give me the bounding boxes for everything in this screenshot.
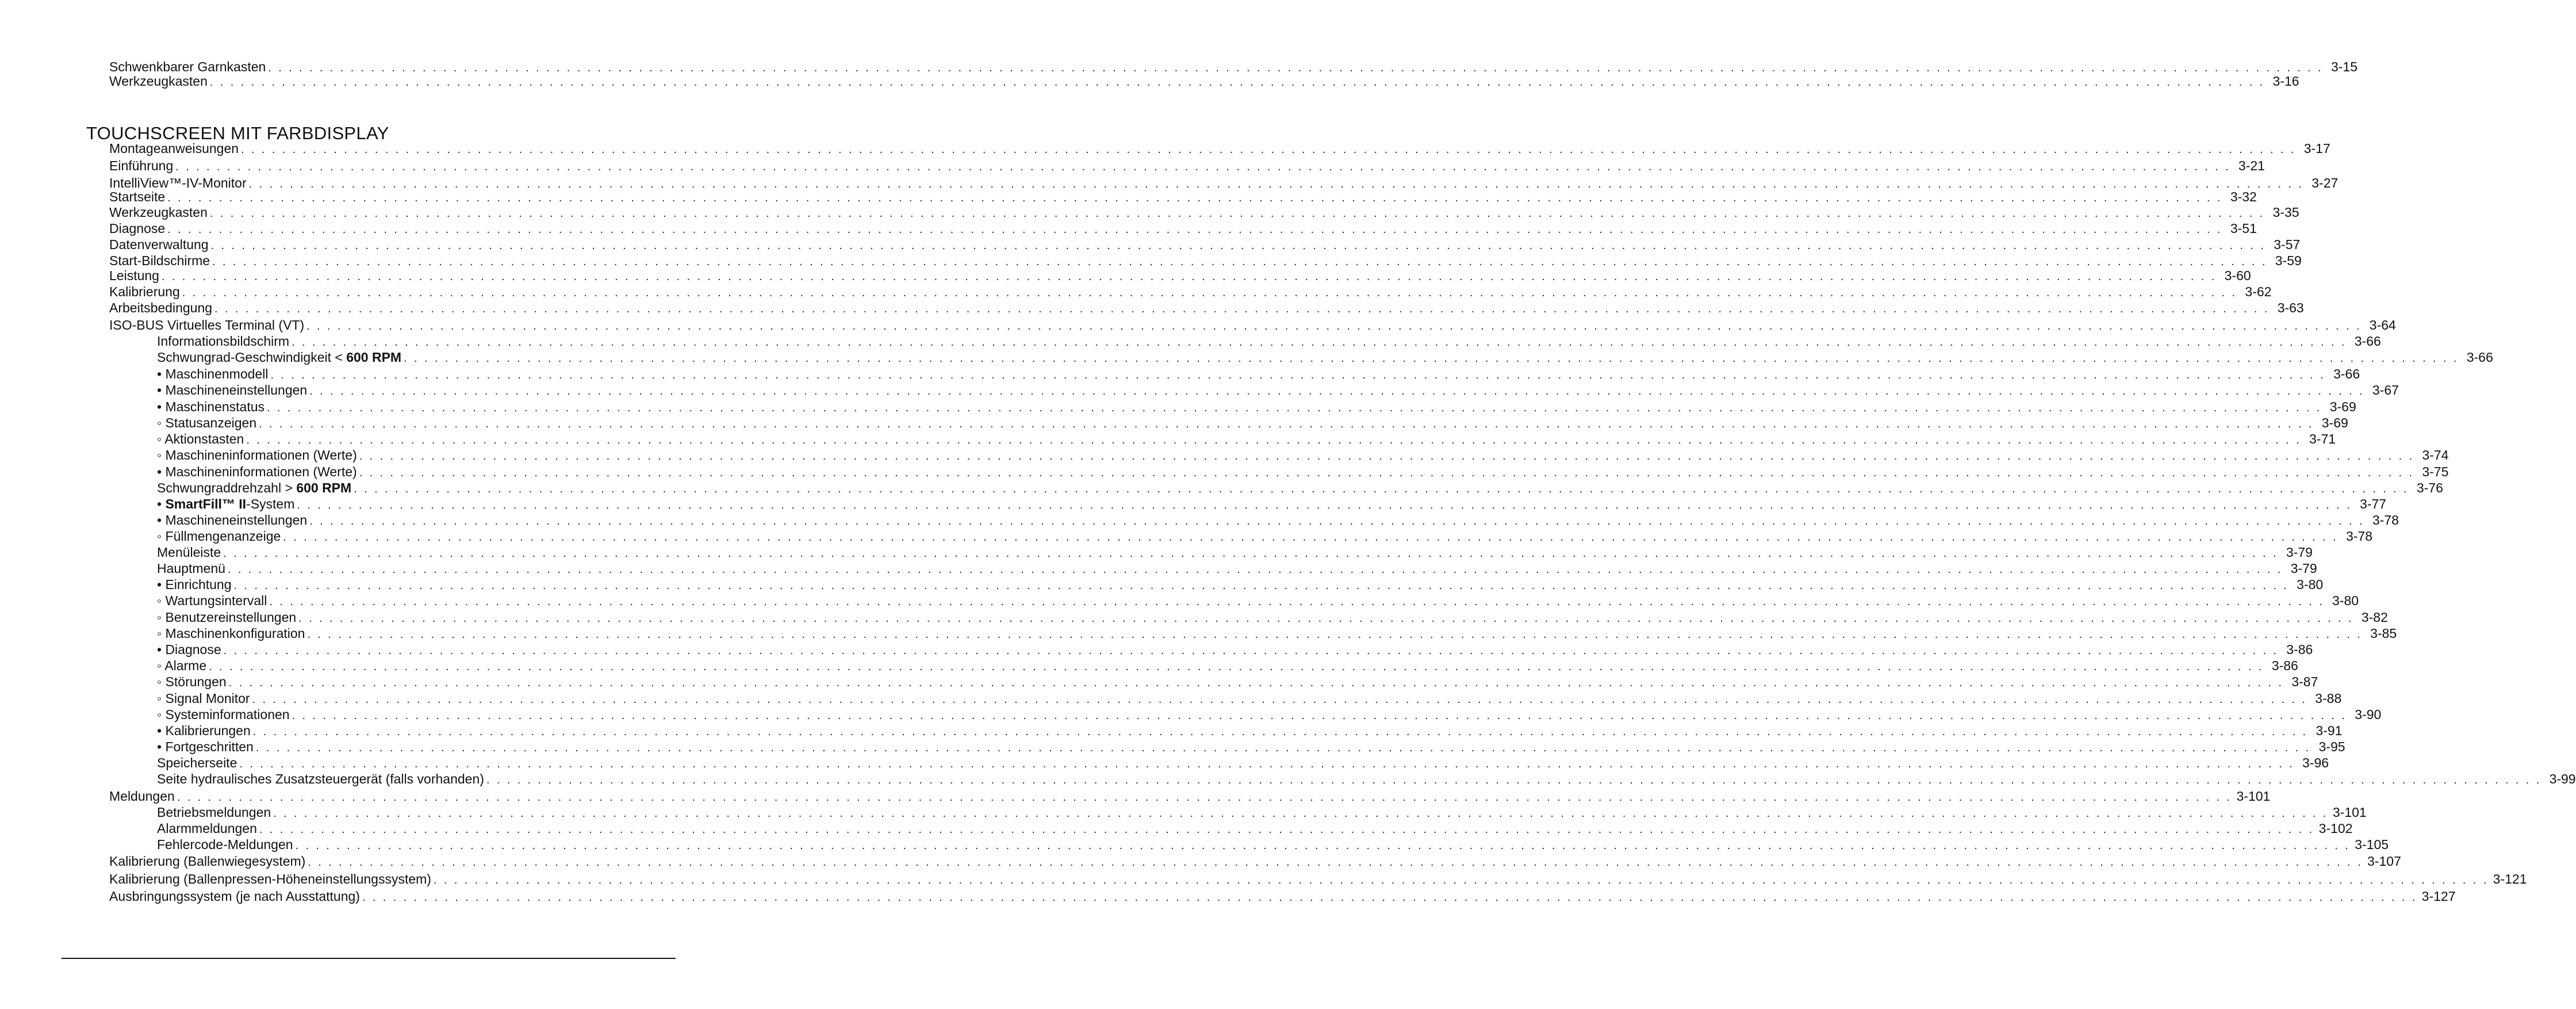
toc-entry-page: 3-79: [2290, 561, 2317, 576]
dot-leader: . . . . . . . . . . . . . . . . . . . . . . . . . . . . . . . . . . . . . . . . . . . . . . . . . . . . . . . . . . . . . . . . . . . . . . . . . . . . . . . . . . . . . . . . . . . . . . . . . . . . . . . . . . . . . . . . . . . . . . . . . . . . . . . . . . . . . . . . . . . . . . . . . . . . . . . . . . . . . . . . . . . . . . . . . . . . . . . . . . . . . . . . . . . . . . . . . . . . . . . .: [233, 579, 2289, 592]
toc-entry-label: [157, 804, 271, 820]
toc-entry-label: [109, 871, 431, 887]
toc-entry-label: [157, 447, 357, 463]
dot-leader: . . . . . . . . . . . . . . . . . . . . . . . . . . . . . . . . . . . . . . . . . . . . . . . . . . . . . . . . . . . . . . . . . . . . . . . . . . . . . . . . . . . . . . . . . . . . . . . . . . . . . . . . . . . . . . . . . . . . . . . . . . . . . . . . . . . . . . . . . . . . . . . . . . . . . . . . . . . . . . . . . . . . . . . . . . . . . . . . . . . . . . . . . . . . . . . . . . . . . . . .: [227, 563, 2283, 576]
toc-entry-page: 3-71: [2309, 431, 2336, 446]
toc-entry-label: [157, 609, 296, 625]
toc-entry-page: 3-35: [2272, 205, 2299, 220]
label-part: Kalibrierung (Ballenwiegesystem): [109, 854, 306, 869]
toc-entry-page: 3-51: [2230, 221, 2257, 236]
label-part: Ausbringungssystem (je nach Ausstattung): [109, 889, 360, 904]
dot-leader: . . . . . . . . . . . . . . . . . . . . . . . . . . . . . . . . . . . . . . . . . . . . . . . . . . . . . . . . . . . . . . . . . . . . . . . . . . . . . . . . . . . . . . . . . . . . . . . . . . . . . . . . . . . . . . . . . . . . . . . . . . . . . . . . . . . . . . . . . . . . . . . . . . . . . . . . . . . . . . . . . . . . . . . . . . . . . . . . . . . . . . . . . . . . . . . . . . . . . . . .: [359, 467, 2414, 479]
toc-entry-page: 3-90: [2355, 707, 2382, 722]
section-title: TOUCHSCREEN MIT FARBDISPLAY: [86, 123, 389, 143]
dot-leader: . . . . . . . . . . . . . . . . . . . . . . . . . . . . . . . . . . . . . . . . . . . . . . . . . . . . . . . . . . . . . . . . . . . . . . . . . . . . . . . . . . . . . . . . . . . . . . . . . . . . . . . . . . . . . . . . . . . . . . . . . . . . . . . . . . . . . . . . . . . . . . . . . . . . . . . . . . . . . . . . . . . . . . . . . . . . . . . . . . . . . . . . . . . . . . . . . . . . . . . .: [309, 515, 2364, 528]
toc-entry[interactable]: [0, 464, 2449, 481]
dot-leader: . . . . . . . . . . . . . . . . . . . . . . . . . . . . . . . . . . . . . . . . . . . . . . . . . . . . . . . . . . . . . . . . . . . . . . . . . . . . . . . . . . . . . . . . . . . . . . . . . . . . . . . . . . . . . . . . . . . . . . . . . . . . . . . . . . . . . . . . . . . . . . . . . . . . . . . . . . . . . . . . . . . . . . . . . . . . . . . . . . . . . . . . . . . . . . . . . . . . . . . .: [209, 660, 2264, 673]
dot-leader: . . . . . . . . . . . . . . . . . . . . . . . . . . . . . . . . . . . . . . . . . . . . . . . . . . . . . . . . . . . . . . . . . . . . . . . . . . . . . . . . . . . . . . . . . . . . . . . . . . . . . . . . . . . . . . . . . . . . . . . . . . . . . . . . . . . . . . . . . . . . . . . . . . . . . . . . . . . . . . . . . . . . . . . . . . . . . . . . . . . . . . . . . . . . . . . . . . . . . . . .: [270, 369, 2326, 381]
toc-entry[interactable]: [0, 544, 2313, 561]
toc-entry-page: 3-21: [2238, 158, 2265, 173]
label-part: ◦ Maschineninformationen (Werte): [157, 448, 357, 463]
toc-entry-label: [157, 739, 254, 755]
toc-entry-label: [157, 415, 256, 431]
label-part: ◦ Aktionstasten: [157, 431, 244, 446]
toc-entry-label: [157, 658, 206, 674]
toc-entry-page: 3-77: [2360, 496, 2387, 511]
toc-entry[interactable]: [0, 300, 2304, 317]
toc-entry[interactable]: [0, 723, 2343, 740]
toc-entry-page: 3-127: [2421, 889, 2456, 904]
toc-entry-page: 3-88: [2315, 691, 2342, 706]
dot-leader: . . . . . . . . . . . . . . . . . . . . . . . . . . . . . . . . . . . . . . . . . . . . . . . . . . . . . . . . . . . . . . . . . . . . . . . . . . . . . . . . . . . . . . . . . . . . . . . . . . . . . . . . . . . . . . . . . . . . . . . . . . . . . . . . . . . . . . . . . . . . . . . . . . . . . . . . . . . . . . . . . . . . . . . . . . . . . . . . . . . . . . . . . . . . . . . . . . . . . . . .: [267, 402, 2322, 414]
dot-leader: . . . . . . . . . . . . . . . . . . . . . . . . . . . . . . . . . . . . . . . . . . . . . . . . . . . . . . . . . . . . . . . . . . . . . . . . . . . . . . . . . . . . . . . . . . . . . . . . . . . . . . . . . . . . . . . . . . . . . . . . . . . . . . . . . . . . . . . . . . . . . . . . . . . . . . . . . . . . . . . . . . . . . . . . . . . . . . . . . . . . . . . . . . . . . . . . . . . . . . . .: [433, 874, 2489, 886]
dot-leader: . . . . . . . . . . . . . . . . . . . . . . . . . . . . . . . . . . . . . . . . . . . . . . . . . . . . . . . . . . . . . . . . . . . . . . . . . . . . . . . . . . . . . . . . . . . . . . . . . . . . . . . . . . . . . . . . . . . . . . . . . . . . . . . . . . . . . . . . . . . . . . . . . . . . . . . . . . . . . . . . . . . . . . . . . . . . . . . . . . . . . . . . . . . . . . . . . . . . . . . .: [306, 320, 2362, 332]
toc-entry[interactable]: [0, 836, 2389, 854]
label-part: ◦ Statusanzeigen: [157, 415, 257, 430]
dot-leader: . . . . . . . . . . . . . . . . . . . . . . . . . . . . . . . . . . . . . . . . . . . . . . . . . . . . . . . . . . . . . . . . . . . . . . . . . . . . . . . . . . . . . . . . . . . . . . . . . . . . . . . . . . . . . . . . . . . . . . . . . . . . . . . . . . . . . . . . . . . . . . . . . . . . . . . . . . . . . . . . . . . . . . . . . . . . . . . . . . . . . . . . . . . . . . . . . . . . . . . .: [209, 207, 2265, 220]
label-part: Startseite: [109, 189, 166, 204]
dot-leader: . . . . . . . . . . . . . . . . . . . . . . . . . . . . . . . . . . . . . . . . . . . . . . . . . . . . . . . . . . . . . . . . . . . . . . . . . . . . . . . . . . . . . . . . . . . . . . . . . . . . . . . . . . . . . . . . . . . . . . . . . . . . . . . . . . . . . . . . . . . . . . . . . . . . . . . . . . . . . . . . . . . . . . . . . . . . . . . . . . . . . . . . . . . . . . . . . . . . . . . .: [255, 742, 2311, 754]
dot-leader: . . . . . . . . . . . . . . . . . . . . . . . . . . . . . . . . . . . . . . . . . . . . . . . . . . . . . . . . . . . . . . . . . . . . . . . . . . . . . . . . . . . . . . . . . . . . . . . . . . . . . . . . . . . . . . . . . . . . . . . . . . . . . . . . . . . . . . . . . . . . . . . . . . . . . . . . . . . . . . . . . . . . . . . . . . . . . . . . . . . . . . . . . . . . . . . . . . . . . . . .: [292, 336, 2347, 349]
label-part: ◦ Signal Monitor: [157, 691, 250, 706]
label-part: Datenverwaltung: [109, 237, 209, 252]
toc-entry-label: [157, 528, 281, 544]
toc-entry-page: 3-101: [2236, 789, 2271, 804]
toc-entry-page: 3-99: [2549, 771, 2576, 786]
toc-entry-page: 3-105: [2355, 837, 2389, 852]
dot-leader: . . . . . . . . . . . . . . . . . . . . . . . . . . . . . . . . . . . . . . . . . . . . . . . . . . . . . . . . . . . . . . . . . . . . . . . . . . . . . . . . . . . . . . . . . . . . . . . . . . . . . . . . . . . . . . . . . . . . . . . . . . . . . . . . . . . . . . . . . . . . . . . . . . . . . . . . . . . . . . . . . . . . . . . . . . . . . . . . . . . . . . . . . . . . . . . . . . . . . . . .: [268, 62, 2324, 74]
toc-entry-page: 3-80: [2297, 577, 2324, 592]
toc-entry-label: [157, 755, 237, 771]
toc-entry-page: 3-75: [2422, 464, 2449, 479]
toc-entry-label: [157, 349, 401, 365]
toc-entry[interactable]: [0, 349, 2493, 366]
label-part: Diagnose: [109, 221, 166, 236]
toc-entry-label: [157, 576, 232, 593]
dot-leader: . . . . . . . . . . . . . . . . . . . . . . . . . . . . . . . . . . . . . . . . . . . . . . . . . . . . . . . . . . . . . . . . . . . . . . . . . . . . . . . . . . . . . . . . . . . . . . . . . . . . . . . . . . . . . . . . . . . . . . . . . . . . . . . . . . . . . . . . . . . . . . . . . . . . . . . . . . . . . . . . . . . . . . . . . . . . . . . . . . . . . . . . . . . . . . . . . . . . . . . .: [309, 385, 2364, 398]
toc-entry-label: Schwenkbarer Garnkasten: [109, 59, 266, 74]
dot-leader: . . . . . . . . . . . . . . . . . . . . . . . . . . . . . . . . . . . . . . . . . . . . . . . . . . . . . . . . . . . . . . . . . . . . . . . . . . . . . . . . . . . . . . . . . . . . . . . . . . . . . . . . . . . . . . . . . . . . . . . . . . . . . . . . . . . . . . . . . . . . . . . . . . . . . . . . . . . . . . . . . . . . . . . . . . . . . . . . . . . . . . . . . . . . . . . . . . . . . . . .: [298, 612, 2353, 625]
toc-entry-page: 3-64: [2369, 318, 2396, 332]
dot-leader: . . . . . . . . . . . . . . . . . . . . . . . . . . . . . . . . . . . . . . . . . . . . . . . . . . . . . . . . . . . . . . . . . . . . . . . . . . . . . . . . . . . . . . . . . . . . . . . . . . . . . . . . . . . . . . . . . . . . . . . . . . . . . . . . . . . . . . . . . . . . . . . . . . . . . . . . . . . . . . . . . . . . . . . . . . . . . . . . . . . . . . . . . . . . . . . . . . . . . . . .: [214, 303, 2270, 315]
toc-entry-label: [109, 140, 239, 156]
toc-entry[interactable]: [0, 788, 2271, 805]
toc-entry-page: 3-102: [2318, 821, 2353, 836]
dot-leader: . . . . . . . . . . . . . . . . . . . . . . . . . . . . . . . . . . . . . . . . . . . . . . . . . . . . . . . . . . . . . . . . . . . . . . . . . . . . . . . . . . . . . . . . . . . . . . . . . . . . . . . . . . . . . . . . . . . . . . . . . . . . . . . . . . . . . . . . . . . . . . . . . . . . . . . . . . . . . . . . . . . . . . . . . . . . . . . . . . . . . . . . . . . . . . . . . . . . . . . .: [209, 76, 2265, 89]
toc-entry-label: [157, 690, 250, 706]
toc-entry-page: 3-59: [2275, 253, 2302, 268]
label-part: • Maschineneinstellungen: [157, 383, 308, 398]
toc-entry-page: 3-69: [2329, 399, 2356, 414]
toc-entry[interactable]: [0, 399, 2356, 416]
label-part: • Maschinenstatus: [157, 399, 265, 414]
dot-leader: . . . . . . . . . . . . . . . . . . . . . . . . . . . . . . . . . . . . . . . . . . . . . . . . . . . . . . . . . . . . . . . . . . . . . . . . . . . . . . . . . . . . . . . . . . . . . . . . . . . . . . . . . . . . . . . . . . . . . . . . . . . . . . . . . . . . . . . . . . . . . . . . . . . . . . . . . . . . . . . . . . . . . . . . . . . . . . . . . . . . . . . . . . . . . . . . . . . . . . . .: [167, 192, 2222, 204]
toc-entry[interactable]: [0, 158, 2265, 175]
toc-entry-page: 3-79: [2286, 545, 2313, 560]
label-part: Schwungrad-Geschwindigkeit <: [157, 350, 347, 365]
label-part: SmartFill™ II: [165, 496, 247, 511]
label-part: • Einrichtung: [157, 577, 232, 592]
dot-leader: . . . . . . . . . . . . . . . . . . . . . . . . . . . . . . . . . . . . . . . . . . . . . . . . . . . . . . . . . . . . . . . . . . . . . . . . . . . . . . . . . . . . . . . . . . . . . . . . . . . . . . . . . . . . . . . . . . . . . . . . . . . . . . . . . . . . . . . . . . . . . . . . . . . . . . . . . . . . . . . . . . . . . . . . . . . . . . . . . . . . . . . . . . . . . . . . . . . . . . . .: [223, 644, 2279, 657]
toc-entry-page: 3-85: [2370, 626, 2397, 641]
label-part: Kalibrierung (Ballenpressen-Höheneinstellungssystem): [109, 872, 431, 886]
toc-entry-page: 3-86: [2286, 642, 2313, 657]
label-part: ◦ Füllmengenanzeige: [157, 529, 281, 544]
toc-entry-page: 3-121: [2493, 872, 2527, 886]
toc-entry-page: 3-66: [2466, 350, 2493, 365]
label-part: ◦ Systeminformationen: [157, 707, 290, 722]
toc-entry-label: [109, 253, 210, 269]
toc-entry[interactable]: [0, 333, 2381, 350]
dot-leader: . . . . . . . . . . . . . . . . . . . . . . . . . . . . . . . . . . . . . . . . . . . . . . . . . . . . . . . . . . . . . . . . . . . . . . . . . . . . . . . . . . . . . . . . . . . . . . . . . . . . . . . . . . . . . . . . . . . . . . . . . . . . . . . . . . . . . . . . . . . . . . . . . . . . . . . . . . . . . . . . . . . . . . . . . . . . . . . . . . . . . . . . . . . . . . . . . . . . . . . .: [359, 450, 2414, 463]
toc-entry[interactable]: [0, 189, 2257, 206]
toc-entry[interactable]: [0, 739, 2345, 756]
toc-entry[interactable]: [0, 674, 2318, 691]
label-part: ◦ Maschinenkonfiguration: [157, 626, 305, 641]
toc-entry[interactable]: [0, 641, 2313, 659]
toc-entry-label: [109, 204, 208, 220]
toc-entry[interactable]: [0, 284, 2272, 301]
toc-entry-label: [157, 464, 357, 480]
label-part: • Maschineneinstellungen: [157, 513, 308, 528]
toc-entry-label: [109, 853, 305, 869]
toc-entry-page: 3-63: [2277, 300, 2304, 315]
label-part: Arbeitsbedingung: [109, 300, 213, 315]
dot-leader: . . . . . . . . . . . . . . . . . . . . . . . . . . . . . . . . . . . . . . . . . . . . . . . . . . . . . . . . . . . . . . . . . . . . . . . . . . . . . . . . . . . . . . . . . . . . . . . . . . . . . . . . . . . . . . . . . . . . . . . . . . . . . . . . . . . . . . . . . . . . . . . . . . . . . . . . . . . . . . . . . . . . . . . . . . . . . . . . . . . . . . . . . . . . . . . . . . . . . . . .: [354, 483, 2409, 495]
toc-entry[interactable]: [0, 366, 2360, 383]
toc-entry-page: 3-82: [2361, 610, 2388, 625]
toc-entry[interactable]: [0, 771, 2576, 788]
label-part: Meldungen: [109, 789, 175, 804]
toc-entry-page: 3-66: [2354, 334, 2381, 349]
toc-entry-page: 3-16: [2272, 74, 2299, 89]
toc-entry[interactable]: [0, 853, 2401, 870]
toc-entry-label: [109, 284, 180, 300]
label-part: • Maschineninformationen (Werte): [157, 464, 357, 479]
dot-leader: . . . . . . . . . . . . . . . . . . . . . . . . . . . . . . . . . . . . . . . . . . . . . . . . . . . . . . . . . . . . . . . . . . . . . . . . . . . . . . . . . . . . . . . . . . . . . . . . . . . . . . . . . . . . . . . . . . . . . . . . . . . . . . . . . . . . . . . . . . . . . . . . . . . . . . . . . . . . . . . . . . . . . . . . . . . . . . . . . . . . . . . . . . . . . . . . . . . . . . . .: [182, 286, 2237, 299]
toc-entry-page: 3-107: [2367, 854, 2401, 869]
dot-leader: . . . . . . . . . . . . . . . . . . . . . . . . . . . . . . . . . . . . . . . . . . . . . . . . . . . . . . . . . . . . . . . . . . . . . . . . . . . . . . . . . . . . . . . . . . . . . . . . . . . . . . . . . . . . . . . . . . . . . . . . . . . . . . . . . . . . . . . . . . . . . . . . . . . . . . . . . . . . . . . . . . . . . . . . . . . . . . . . . . . . . . . . . . . . . . . . . . . . . . . .: [297, 499, 2352, 511]
label-part: ◦ Benutzereinstellungen: [157, 610, 297, 625]
toc-entry-page: 3-32: [2230, 189, 2257, 204]
footer-rule: [62, 958, 676, 959]
toc-entry-label: [157, 366, 268, 382]
toc-entry-page: 3-101: [2332, 805, 2367, 820]
toc-entry-label: [157, 544, 221, 560]
dot-leader: . . . . . . . . . . . . . . . . . . . . . . . . . . . . . . . . . . . . . . . . . . . . . . . . . . . . . . . . . . . . . . . . . . . . . . . . . . . . . . . . . . . . . . . . . . . . . . . . . . . . . . . . . . . . . . . . . . . . . . . . . . . . . . . . . . . . . . . . . . . . . . . . . . . . . . . . . . . . . . . . . . . . . . . . . . . . . . . . . . . . . . . . . . . . . . . . . . . . . . . .: [252, 725, 2308, 738]
dot-leader: . . . . . . . . . . . . . . . . . . . . . . . . . . . . . . . . . . . . . . . . . . . . . . . . . . . . . . . . . . . . . . . . . . . . . . . . . . . . . . . . . . . . . . . . . . . . . . . . . . . . . . . . . . . . . . . . . . . . . . . . . . . . . . . . . . . . . . . . . . . . . . . . . . . . . . . . . . . . . . . . . . . . . . . . . . . . . . . . . . . . . . . . . . . . . . . . . . . . . . . .: [167, 223, 2222, 236]
toc-entry-page: 3-15: [2330, 59, 2358, 74]
dot-leader: . . . . . . . . . . . . . . . . . . . . . . . . . . . . . . . . . . . . . . . . . . . . . . . . . . . . . . . . . . . . . . . . . . . . . . . . . . . . . . . . . . . . . . . . . . . . . . . . . . . . . . . . . . . . . . . . . . . . . . . . . . . . . . . . . . . . . . . . . . . . . . . . . . . . . . . . . . . . . . . . . . . . . . . . . . . . . . . . . . . . . . . . . . . . . . . . . . . . . . . .: [241, 143, 2296, 156]
toc-entry-page: 3-80: [2332, 593, 2359, 608]
toc-entry[interactable]: [0, 625, 2397, 643]
label-part: ◦ Störungen: [157, 674, 227, 689]
dot-leader: . . . . . . . . . . . . . . . . . . . . . . . . . . . . . . . . . . . . . . . . . . . . . . . . . . . . . . . . . . . . . . . . . . . . . . . . . . . . . . . . . . . . . . . . . . . . . . . . . . . . . . . . . . . . . . . . . . . . . . . . . . . . . . . . . . . . . . . . . . . . . . . . . . . . . . . . . . . . . . . . . . . . . . . . . . . . . . . . . . . . . . . . . . . . . . . . . . . . . . . .: [248, 178, 2304, 190]
toc-entry[interactable]: [0, 871, 2527, 888]
toc-entry-page: 3-69: [2321, 415, 2348, 430]
toc-entry[interactable]: [0, 220, 2257, 238]
label-part: ◦ Wartungsintervall: [157, 593, 267, 608]
toc-entry-label: [157, 723, 251, 739]
dot-leader: . . . . . . . . . . . . . . . . . . . . . . . . . . . . . . . . . . . . . . . . . . . . . . . . . . . . . . . . . . . . . . . . . . . . . . . . . . . . . . . . . . . . . . . . . . . . . . . . . . . . . . . . . . . . . . . . . . . . . . . . . . . . . . . . . . . . . . . . . . . . . . . . . . . . . . . . . . . . . . . . . . . . . . . . . . . . . . . . . . . . . . . . . . . . . . . . . . . . . . . .: [177, 791, 2232, 804]
toc-entry-page: 3-96: [2302, 755, 2329, 770]
toc-entry-label: [157, 820, 257, 836]
label-part: 600 RPM: [296, 480, 352, 495]
toc-entry-label: [109, 236, 209, 253]
toc-entry-label: [109, 158, 173, 174]
dot-leader: . . . . . . . . . . . . . . . . . . . . . . . . . . . . . . . . . . . . . . . . . . . . . . . . . . . . . . . . . . . . . . . . . . . . . . . . . . . . . . . . . . . . . . . . . . . . . . . . . . . . . . . . . . . . . . . . . . . . . . . . . . . . . . . . . . . . . . . . . . . . . . . . . . . . . . . . . . . . . . . . . . . . . . . . . . . . . . . . . . . . . . . . . . . . . . . . . . . . . . . .: [362, 891, 2417, 904]
toc-entry-label: [157, 512, 307, 528]
label-part: • Maschinenmodell: [157, 366, 269, 381]
label-part: -System: [246, 496, 295, 511]
label-part: Leistung: [109, 268, 159, 283]
toc-entry-page: 3-27: [2312, 175, 2339, 190]
toc-entry[interactable]: [0, 204, 2299, 221]
dot-leader: . . . . . . . . . . . . . . . . . . . . . . . . . . . . . . . . . . . . . . . . . . . . . . . . . . . . . . . . . . . . . . . . . . . . . . . . . . . . . . . . . . . . . . . . . . . . . . . . . . . . . . . . . . . . . . . . . . . . . . . . . . . . . . . . . . . . . . . . . . . . . . . . . . . . . . . . . . . . . . . . . . . . . . . . . . . . . . . . . . . . . . . . . . . . . . . . . . . . . . . .: [307, 628, 2363, 641]
toc-entry[interactable]: [0, 755, 2329, 772]
label-part: Einführung: [109, 158, 174, 173]
dot-leader: . . . . . . . . . . . . . . . . . . . . . . . . . . . . . . . . . . . . . . . . . . . . . . . . . . . . . . . . . . . . . . . . . . . . . . . . . . . . . . . . . . . . . . . . . . . . . . . . . . . . . . . . . . . . . . . . . . . . . . . . . . . . . . . . . . . . . . . . . . . . . . . . . . . . . . . . . . . . . . . . . . . . . . . . . . . . . . . . . . . . . . . . . . . . . . . . . . . . . . . .: [269, 595, 2325, 608]
toc-entry-label: [157, 674, 227, 690]
dot-leader: . . . . . . . . . . . . . . . . . . . . . . . . . . . . . . . . . . . . . . . . . . . . . . . . . . . . . . . . . . . . . . . . . . . . . . . . . . . . . . . . . . . . . . . . . . . . . . . . . . . . . . . . . . . . . . . . . . . . . . . . . . . . . . . . . . . . . . . . . . . . . . . . . . . . . . . . . . . . . . . . . . . . . . . . . . . . . . . . . . . . . . . . . . . . . . . . . . . . . . . .: [252, 693, 2307, 706]
dot-leader: . . . . . . . . . . . . . . . . . . . . . . . . . . . . . . . . . . . . . . . . . . . . . . . . . . . . . . . . . . . . . . . . . . . . . . . . . . . . . . . . . . . . . . . . . . . . . . . . . . . . . . . . . . . . . . . . . . . . . . . . . . . . . . . . . . . . . . . . . . . . . . . . . . . . . . . . . . . . . . . . . . . . . . . . . . . . . . . . . . . . . . . . . . . . . . . . . . . . . . . .: [308, 856, 2363, 869]
toc-entry[interactable]: [0, 480, 2443, 497]
dot-leader: . . . . . . . . . . . . . . . . . . . . . . . . . . . . . . . . . . . . . . . . . . . . . . . . . . . . . . . . . . . . . . . . . . . . . . . . . . . . . . . . . . . . . . . . . . . . . . . . . . . . . . . . . . . . . . . . . . . . . . . . . . . . . . . . . . . . . . . . . . . . . . . . . . . . . . . . . . . . . . . . . . . . . . . . . . . . . . . . . . . . . . . . . . . . . . . . . . . . . . . .: [161, 270, 2217, 283]
toc-entry[interactable]: [0, 528, 2372, 545]
toc-entry[interactable]: [0, 496, 2387, 513]
toc-entry-label: [109, 220, 165, 236]
toc-entry-page: 3-62: [2245, 284, 2272, 299]
label-part: Start-Bildschirme: [109, 253, 210, 268]
dot-leader: . . . . . . . . . . . . . . . . . . . . . . . . . . . . . . . . . . . . . . . . . . . . . . . . . . . . . . . . . . . . . . . . . . . . . . . . . . . . . . . . . . . . . . . . . . . . . . . . . . . . . . . . . . . . . . . . . . . . . . . . . . . . . . . . . . . . . . . . . . . . . . . . . . . . . . . . . . . . . . . . . . . . . . . . . . . . . . . . . . . . . . . . . . . . . . . . . . . . . . . .: [292, 709, 2347, 722]
toc-entry[interactable]: [0, 820, 2353, 838]
toc-entry-page: 3-74: [2422, 448, 2449, 463]
dot-leader: . . . . . . . . . . . . . . . . . . . . . . . . . . . . . . . . . . . . . . . . . . . . . . . . . . . . . . . . . . . . . . . . . . . . . . . . . . . . . . . . . . . . . . . . . . . . . . . . . . . . . . . . . . . . . . . . . . . . . . . . . . . . . . . . . . . . . . . . . . . . . . . . . . . . . . . . . . . . . . . . . . . . . . . . . . . . . . . . . . . . . . . . . . . . . . . . . . . . . . . .: [228, 677, 2284, 689]
dot-leader: . . . . . . . . . . . . . . . . . . . . . . . . . . . . . . . . . . . . . . . . . . . . . . . . . . . . . . . . . . . . . . . . . . . . . . . . . . . . . . . . . . . . . . . . . . . . . . . . . . . . . . . . . . . . . . . . . . . . . . . . . . . . . . . . . . . . . . . . . . . . . . . . . . . . . . . . . . . . . . . . . . . . . . . . . . . . . . . . . . . . . . . . . . . . . . . . . . . . . . . .: [246, 434, 2302, 446]
toc-entry-label: [157, 496, 294, 512]
toc-entry[interactable]: [0, 512, 2399, 529]
toc-entry[interactable]: [0, 576, 2324, 594]
toc-entry[interactable]: [0, 431, 2336, 448]
toc-entry-label: [157, 480, 351, 496]
label-part: ◦ Alarme: [157, 658, 207, 673]
dot-leader: . . . . . . . . . . . . . . . . . . . . . . . . . . . . . . . . . . . . . . . . . . . . . . . . . . . . . . . . . . . . . . . . . . . . . . . . . . . . . . . . . . . . . . . . . . . . . . . . . . . . . . . . . . . . . . . . . . . . . . . . . . . . . . . . . . . . . . . . . . . . . . . . . . . . . . . . . . . . . . . . . . . . . . . . . . . . . . . . . . . . . . . . . . . . . . . . . . . . . . . .: [223, 547, 2278, 560]
label-part: Fehlercode-Meldungen: [157, 837, 293, 852]
toc-entry-label: [109, 788, 175, 804]
dot-leader: . . . . . . . . . . . . . . . . . . . . . . . . . . . . . . . . . . . . . . . . . . . . . . . . . . . . . . . . . . . . . . . . . . . . . . . . . . . . . . . . . . . . . . . . . . . . . . . . . . . . . . . . . . . . . . . . . . . . . . . . . . . . . . . . . . . . . . . . . . . . . . . . . . . . . . . . . . . . . . . . . . . . . . . . . . . . . . . . . . . . . . . . . . . . . . . . . . . . . . . .: [273, 807, 2328, 820]
toc-entry-label: [157, 399, 264, 415]
toc-entry[interactable]: [0, 888, 2456, 905]
toc-entry[interactable]: [0, 706, 2382, 724]
toc-entry-page: 3-95: [2318, 739, 2345, 754]
toc-entry-label: [109, 300, 212, 316]
toc-entry[interactable]: [0, 236, 2301, 254]
label-part: Speicherseite: [157, 755, 237, 770]
toc-entry[interactable]: [0, 317, 2396, 334]
label-part: • Kalibrierungen: [157, 723, 251, 738]
label-part: 600 RPM: [346, 350, 402, 365]
label-part: Hauptmenü: [157, 561, 225, 576]
toc-entry-page: 3-60: [2224, 268, 2251, 283]
dot-leader: . . . . . . . . . . . . . . . . . . . . . . . . . . . . . . . . . . . . . . . . . . . . . . . . . . . . . . . . . . . . . . . . . . . . . . . . . . . . . . . . . . . . . . . . . . . . . . . . . . . . . . . . . . . . . . . . . . . . . . . . . . . . . . . . . . . . . . . . . . . . . . . . . . . . . . . . . . . . . . . . . . . . . . . . . . . . . . . . . . . . . . . . . . . . . . . . . . . . . . . .: [259, 823, 2314, 836]
label-part: • Fortgeschritten: [157, 739, 254, 754]
dot-leader: . . . . . . . . . . . . . . . . . . . . . . . . . . . . . . . . . . . . . . . . . . . . . . . . . . . . . . . . . . . . . . . . . . . . . . . . . . . . . . . . . . . . . . . . . . . . . . . . . . . . . . . . . . . . . . . . . . . . . . . . . . . . . . . . . . . . . . . . . . . . . . . . . . . . . . . . . . . . . . . . . . . . . . . . . . . . . . . . . . . . . . . . . . . . . . . . . . . . . . . .: [283, 531, 2338, 544]
label-part: ISO-BUS Virtuelles Terminal (VT): [109, 318, 305, 332]
label-part: Werkzeugkasten: [109, 205, 208, 220]
toc-entry[interactable]: [0, 804, 2367, 821]
toc-entry[interactable]: [0, 609, 2388, 626]
dot-leader: . . . . . . . . . . . . . . . . . . . . . . . . . . . . . . . . . . . . . . . . . . . . . . . . . . . . . . . . . . . . . . . . . . . . . . . . . . . . . . . . . . . . . . . . . . . . . . . . . . . . . . . . . . . . . . . . . . . . . . . . . . . . . . . . . . . . . . . . . . . . . . . . . . . . . . . . . . . . . . . . . . . . . . . . . . . . . . . . . . . . . . . . . . . . . . . . . . . . . . . .: [175, 160, 2230, 173]
toc-entry[interactable]: [0, 415, 2348, 432]
dot-leader: . . . . . . . . . . . . . . . . . . . . . . . . . . . . . . . . . . . . . . . . . . . . . . . . . . . . . . . . . . . . . . . . . . . . . . . . . . . . . . . . . . . . . . . . . . . . . . . . . . . . . . . . . . . . . . . . . . . . . . . . . . . . . . . . . . . . . . . . . . . . . . . . . . . . . . . . . . . . . . . . . . . . . . . . . . . . . . . . . . . . . . . . . . . . . . . . . . . . . . . .: [212, 255, 2267, 268]
dot-leader: . . . . . . . . . . . . . . . . . . . . . . . . . . . . . . . . . . . . . . . . . . . . . . . . . . . . . . . . . . . . . . . . . . . . . . . . . . . . . . . . . . . . . . . . . . . . . . . . . . . . . . . . . . . . . . . . . . . . . . . . . . . . . . . . . . . . . . . . . . . . . . . . . . . . . . . . . . . . . . . . . . . . . . . . . . . . . . . . . . . . . . . . . . . . . . . . . . . . . . . .: [210, 239, 2266, 252]
label-part: IntelliView™-IV-Monitor: [109, 175, 247, 190]
label-part: Menüleiste: [157, 545, 221, 560]
toc-entry[interactable]: [0, 73, 2299, 90]
toc-entry-label: [157, 333, 289, 349]
label-part: • Diagnose: [157, 642, 221, 657]
toc-entry-page: 3-67: [2372, 383, 2399, 398]
toc-entry-label: [109, 189, 165, 205]
toc-entry-label: [157, 560, 225, 576]
toc-entry-page: 3-57: [2274, 237, 2301, 252]
toc-entry-label: [157, 382, 307, 398]
toc-entry-label: [157, 593, 267, 609]
toc-entry-page: 3-78: [2372, 513, 2399, 528]
dot-leader: . . . . . . . . . . . . . . . . . . . . . . . . . . . . . . . . . . . . . . . . . . . . . . . . . . . . . . . . . . . . . . . . . . . . . . . . . . . . . . . . . . . . . . . . . . . . . . . . . . . . . . . . . . . . . . . . . . . . . . . . . . . . . . . . . . . . . . . . . . . . . . . . . . . . . . . . . . . . . . . . . . . . . . . . . . . . . . . . . . . . . . . . . . . . . . . . . . . . . . . .: [486, 774, 2542, 786]
toc-entry-label: [157, 625, 305, 641]
label-part: Seite hydraulisches Zusatzsteuergerät (falls vorhanden): [157, 771, 484, 786]
label-part: Betriebsmeldungen: [157, 805, 271, 820]
label-part: Alarmmeldungen: [157, 821, 257, 836]
toc-entry-label: Werkzeugkasten: [109, 74, 208, 89]
toc-entry-page: 3-86: [2271, 658, 2298, 673]
toc-entry-page: 3-66: [2333, 366, 2360, 381]
toc-entry-page: 3-17: [2303, 141, 2330, 156]
toc-entry-label: [109, 317, 304, 333]
dot-leader: . . . . . . . . . . . . . . . . . . . . . . . . . . . . . . . . . . . . . . . . . . . . . . . . . . . . . . . . . . . . . . . . . . . . . . . . . . . . . . . . . . . . . . . . . . . . . . . . . . . . . . . . . . . . . . . . . . . . . . . . . . . . . . . . . . . . . . . . . . . . . . . . . . . . . . . . . . . . . . . . . . . . . . . . . . . . . . . . . . . . . . . . . . . . . . . . . . . . . . . .: [259, 418, 2314, 430]
toc-entry-page: 3-87: [2291, 674, 2318, 689]
toc-entry[interactable]: [0, 140, 2330, 158]
toc-entry[interactable]: [0, 593, 2359, 610]
toc-entry-page: 3-78: [2345, 529, 2372, 544]
toc-entry[interactable]: [0, 560, 2317, 578]
dot-leader: . . . . . . . . . . . . . . . . . . . . . . . . . . . . . . . . . . . . . . . . . . . . . . . . . . . . . . . . . . . . . . . . . . . . . . . . . . . . . . . . . . . . . . . . . . . . . . . . . . . . . . . . . . . . . . . . . . . . . . . . . . . . . . . . . . . . . . . . . . . . . . . . . . . . . . . . . . . . . . . . . . . . . . . . . . . . . . . . . . . . . . . . . . . . . . . . . . . . . . . .: [295, 839, 2351, 852]
label-part: Schwungraddrehzahl >: [157, 480, 297, 495]
label-part: •: [157, 496, 166, 511]
toc-entry-label: [157, 706, 290, 723]
toc-entry[interactable]: [0, 690, 2342, 708]
label-part: Informationsbildschirm: [157, 334, 290, 349]
toc-entry[interactable]: [0, 447, 2449, 464]
toc-entry[interactable]: [0, 382, 2399, 399]
toc-entry-label: [157, 431, 244, 447]
label-part: Kalibrierung: [109, 284, 180, 299]
toc-entry-label: [157, 641, 221, 658]
toc-entry[interactable]: [0, 267, 2251, 285]
toc-entry-page: 3-91: [2316, 723, 2343, 738]
toc-entry-label: [157, 836, 293, 853]
toc-entry-label: [109, 267, 159, 284]
toc-entry[interactable]: [0, 658, 2298, 675]
toc-entry-label: [109, 888, 360, 904]
dot-leader: . . . . . . . . . . . . . . . . . . . . . . . . . . . . . . . . . . . . . . . . . . . . . . . . . . . . . . . . . . . . . . . . . . . . . . . . . . . . . . . . . . . . . . . . . . . . . . . . . . . . . . . . . . . . . . . . . . . . . . . . . . . . . . . . . . . . . . . . . . . . . . . . . . . . . . . . . . . . . . . . . . . . . . . . . . . . . . . . . . . . . . . . . . . . . . . . . . . . . . . .: [404, 352, 2459, 365]
toc-entry-page: 3-76: [2416, 480, 2443, 495]
label-part: Montageanweisungen: [109, 141, 239, 156]
dot-leader: . . . . . . . . . . . . . . . . . . . . . . . . . . . . . . . . . . . . . . . . . . . . . . . . . . . . . . . . . . . . . . . . . . . . . . . . . . . . . . . . . . . . . . . . . . . . . . . . . . . . . . . . . . . . . . . . . . . . . . . . . . . . . . . . . . . . . . . . . . . . . . . . . . . . . . . . . . . . . . . . . . . . . . . . . . . . . . . . . . . . . . . . . . . . . . . . . . . . . . . .: [239, 758, 2295, 770]
toc-entry-label: [157, 771, 484, 787]
